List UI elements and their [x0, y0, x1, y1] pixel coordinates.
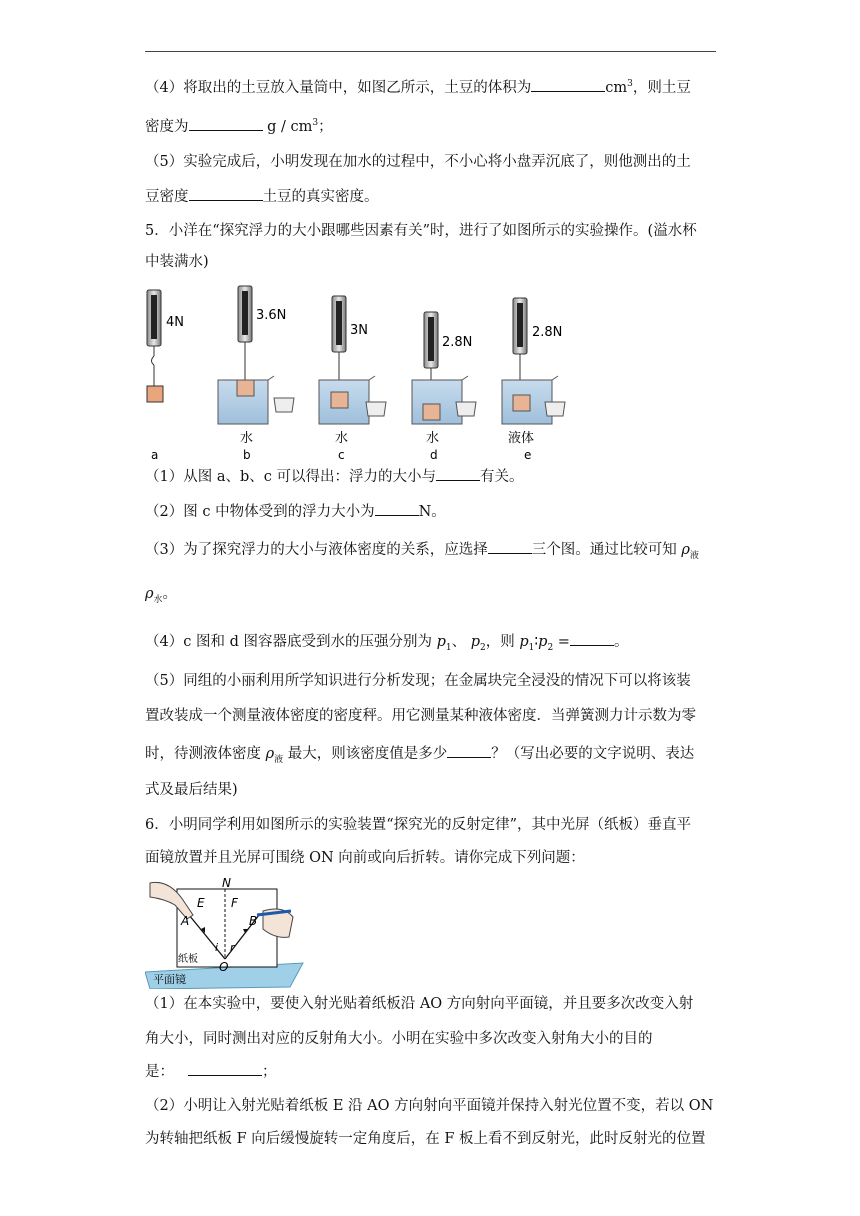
label-E: E: [197, 896, 205, 910]
ratio-colon: ∶: [534, 634, 539, 650]
q6-p1-text-3: 是：: [145, 1064, 174, 1080]
item4-text: （4）将取出的土豆放入量筒中，如图乙所示，土豆的体积为: [145, 79, 532, 96]
q6-part2-line1: [145, 1096, 713, 1116]
q5-part1: [145, 466, 524, 487]
punct: 、: [451, 634, 467, 650]
punct: 。: [162, 586, 178, 602]
q5-p3-text-b: 三个图。通过比较可知: [531, 542, 682, 558]
label-i: i: [215, 941, 219, 954]
q5-p5-text: （5）同组的小丽利用所学知识进行分析发现；在金属块完全浸没的情况下可以将该装: [145, 673, 691, 689]
answer-blank[interactable]: [488, 539, 532, 554]
item4-text-c: 密度为: [145, 118, 189, 135]
liquid-label: 水: [240, 431, 254, 446]
q5-stem: 5．小洋在“探究浮力的大小跟哪些因素有关”时，进行了如图所示的实验操作。(溢水杯: [145, 223, 697, 239]
q5-part4: [145, 631, 628, 658]
punct: 。: [613, 634, 629, 650]
reading-label: 2.8N: [442, 335, 473, 350]
item5-text: （5）实验完成后，小明发现在加水的过程中，不小心将小盘弄沉底了，则他测出的土: [145, 154, 691, 170]
q4-item5-line1: [145, 152, 691, 172]
reading-label: 4N: [166, 315, 184, 330]
reading-label: 3.6N: [256, 308, 287, 323]
q5-part5-line1: [145, 671, 691, 691]
rho-sub-water: 水: [153, 594, 163, 605]
unit-cm: cm: [605, 79, 628, 96]
q4-item5-line2: [145, 186, 379, 207]
reading-label: 2.8N: [532, 325, 563, 340]
answer-blank[interactable]: [447, 743, 491, 758]
q5-p3-text: （3）为了探究浮力的大小与液体密度的关系，应选择: [145, 542, 488, 558]
q5-stem-line2: [145, 252, 209, 272]
q5-stem-line1: [145, 221, 697, 241]
item5-text-c: 土豆的真实密度。: [262, 189, 379, 205]
item4-text-b: ，则土豆: [632, 79, 691, 96]
liquid-label: 液体: [508, 431, 535, 446]
scale-c: [319, 296, 386, 424]
answer-blank[interactable]: [436, 466, 480, 481]
answer-blank[interactable]: [375, 501, 419, 516]
spring-scale-experiment-diagram: [140, 282, 580, 462]
q6-p2-text-2: 为转轴把纸板 F 向后缓慢旋转一定角度后，在 F 板上看不到反射光，此时反射光的位置: [145, 1131, 706, 1147]
label-A: A: [181, 914, 190, 928]
label-r: r: [230, 941, 235, 954]
q5-p5-text-3c: ？（写出必要的文字说明、表达: [491, 746, 695, 762]
q6-figure: [145, 877, 305, 989]
q5-part5-line2: [145, 706, 696, 726]
q6-stem-2: 面镜放置并且光屏可围绕 ON 向前或向后折转。请你完成下列问题：: [145, 850, 585, 866]
q5-stem-2: 中装满水): [145, 254, 209, 270]
q6-p1-text: （1）在本实验中，要使入射光贴着纸板沿 AO 方向射向平面镜，并且要多次改变入射: [145, 996, 694, 1012]
answer-blank[interactable]: [531, 77, 605, 92]
q5-part3: [145, 539, 699, 566]
q6-part1-line2: [145, 1029, 653, 1049]
label-F: F: [231, 896, 238, 910]
label-N: N: [222, 877, 231, 890]
q5-part2: [145, 501, 446, 522]
q5-p5-text-2: 置改装成一个测量液体密度的密度秤。用它测量某种液体密度．当弹簧测力计示数为零: [145, 708, 696, 724]
rho-sub-liquid: 液: [274, 754, 284, 765]
light-reflection-diagram: [145, 877, 305, 989]
liquid-label: 水: [335, 431, 349, 446]
item5-text-b: 豆密度: [145, 189, 189, 205]
scale-b: [218, 286, 294, 424]
q6-stem-line2: [145, 848, 585, 868]
p-symbol: p: [436, 634, 446, 650]
q4-item4-line1: （4）将取出的土豆放入量筒中，如图乙所示，土豆的体积为 $cm^3$，则土豆: [145, 74, 691, 98]
rho-sub-liquid: 液: [689, 550, 699, 561]
sub-1: 1: [528, 642, 535, 653]
q4-item4-line2: 密度为 g / $cm^3$；: [145, 113, 333, 137]
q6-p2-text: （2）小明让入射光贴着纸板 E 沿 AO 方向射向平面镜并保持入射光位置不变，若以 ON: [145, 1098, 714, 1114]
q6-part1-line3: [145, 1061, 277, 1082]
figure-letter: b: [243, 448, 251, 462]
q6-stem: 6．小明同学利用如图所示的实验装置“探究光的反射定律”，其中光屏（纸板）垂直平: [145, 817, 692, 833]
label-mirror: 平面镜: [153, 973, 186, 986]
q5-figure: [140, 282, 580, 462]
figure-letter: a: [151, 448, 159, 462]
sub-1: 1: [445, 642, 452, 653]
q5-part5-line4: [145, 780, 238, 800]
q5-p5-text-4: 式及最后结果): [145, 782, 238, 798]
q5-p1-text: （1）从图 a、b、c 可以得出：浮力的大小与: [145, 469, 436, 485]
scale-a: [147, 290, 163, 402]
p-symbol: p: [519, 634, 529, 650]
unit-density: g / cm: [267, 118, 313, 135]
figure-letter: e: [524, 448, 532, 462]
figure-letter: d: [430, 448, 438, 462]
p-symbol: p: [538, 634, 548, 650]
punct: ；: [318, 118, 333, 135]
q5-p2-text-b: N。: [418, 504, 446, 520]
label-board: 纸板: [178, 954, 198, 965]
punct: ；: [262, 1064, 277, 1080]
answer-blank[interactable]: [188, 1061, 262, 1076]
q5-p1-text-b: 有关。: [480, 469, 524, 485]
sub-2: 2: [547, 642, 554, 653]
q6-p1-text-2: 角大小，同时测出对应的反射角大小。小明在实验中多次改变入射角大小的目的: [145, 1031, 653, 1047]
q5-p4-text-b: ，则: [485, 634, 520, 650]
sub-2: 2: [480, 642, 486, 653]
answer-blank[interactable]: [570, 631, 614, 646]
q5-part3-line2: [145, 584, 177, 610]
rho-symbol: ρ: [265, 746, 275, 762]
q5-p5-text-3b: 最大，则该密度值是多少: [283, 746, 448, 762]
q5-part5-line3: [145, 743, 694, 770]
scale-e: [502, 298, 565, 424]
answer-blank[interactable]: [189, 116, 263, 131]
q5-p2-text: （2）图 c 中物体受到的浮力大小为: [145, 504, 375, 520]
p-symbol: p: [470, 634, 481, 650]
header-rule: [145, 51, 716, 52]
q6-part2-line2: [145, 1129, 706, 1149]
answer-blank[interactable]: [189, 186, 263, 201]
liquid-label: 水: [426, 431, 440, 446]
figure-letter: c: [338, 448, 345, 462]
q6-stem-line1: [145, 815, 691, 835]
label-O: O: [219, 960, 229, 974]
q5-p5-text-3a: 时，待测液体密度: [145, 746, 266, 762]
label-B: B: [249, 914, 258, 928]
equals: =: [553, 634, 570, 650]
rho-symbol: ρ: [145, 586, 154, 602]
rho-symbol: ρ: [681, 542, 690, 558]
scale-d: [412, 312, 476, 424]
reading-label: 3N: [350, 323, 368, 338]
q5-p4-text: （4）c 图和 d 图容器底受到水的压强分别为: [145, 634, 437, 650]
q6-part1-line1: [145, 994, 693, 1014]
